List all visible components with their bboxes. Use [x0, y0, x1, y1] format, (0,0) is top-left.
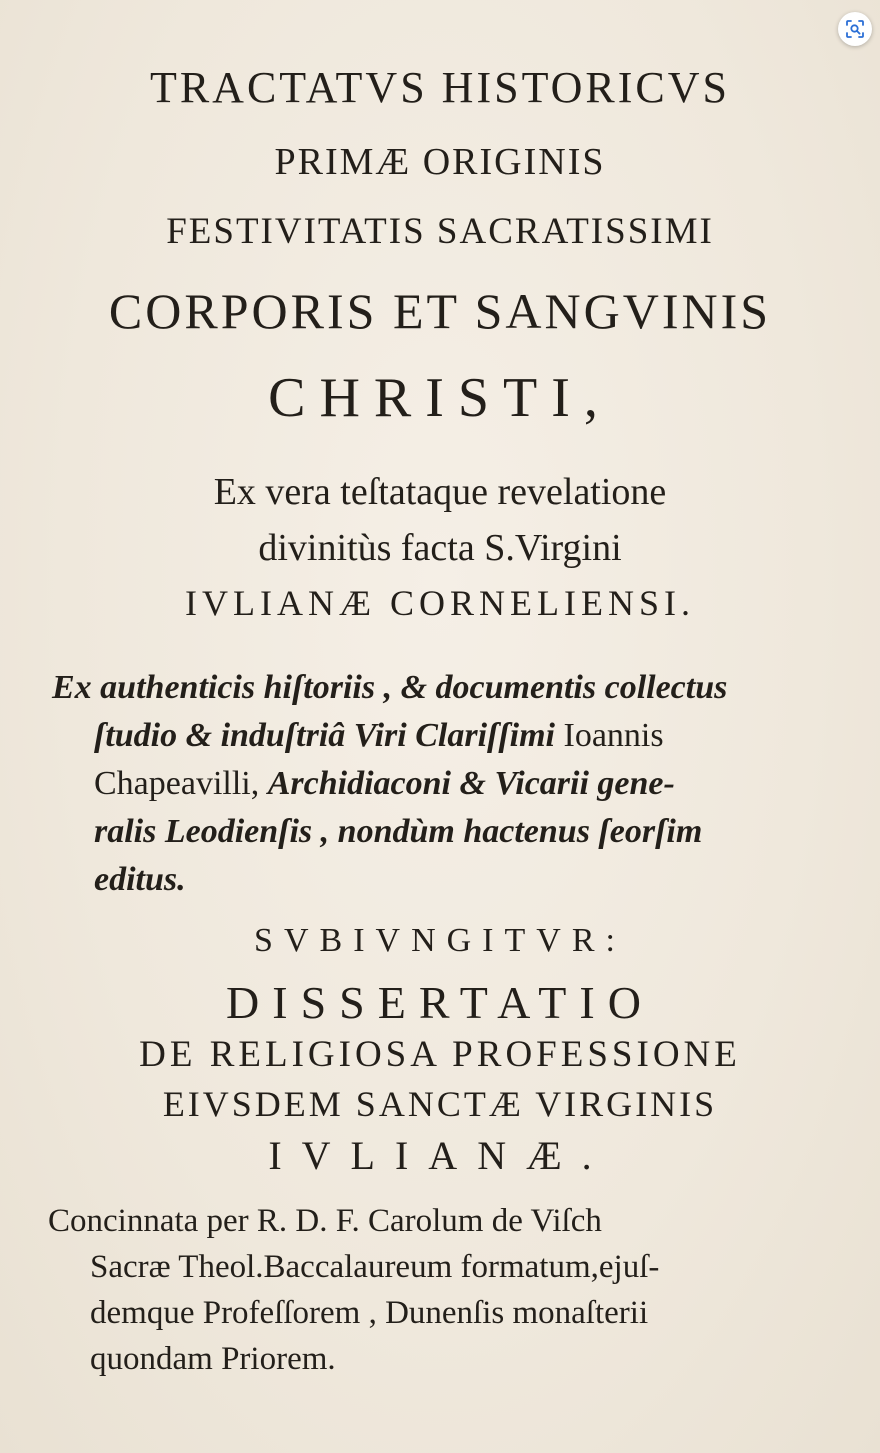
authentic-line-2-roman: Ioannis: [555, 717, 664, 754]
authentic-paragraph: [52, 664, 832, 904]
authentic-line-2-italic: ſtudio & induſtriâ Viri Clariſſimi: [94, 717, 555, 754]
concinnata-line-2: Sacræ Theol.Baccalaureum formatum,ejuſ-: [90, 1249, 660, 1285]
authentic-line-5: editus.: [94, 861, 186, 898]
authentic-line-1: Ex authenticis hiſtoriis , & documentis collectus: [52, 669, 728, 706]
revelation-line-2: divinitùs facta S.Virgini: [258, 527, 622, 569]
subiungitur-line-4: EIVSDEM SANCTÆ VIRGINIS: [162, 1084, 718, 1124]
authentic-line-3-italic: Archidiaconi & Vicarii gene-: [267, 765, 675, 802]
title-line-3: FESTIVITATIS SACRATISSIMI: [166, 211, 714, 252]
concinnata-paragraph: [48, 1198, 838, 1382]
authentic-line-4: ralis Leodienſis , nondùm hactenus ſeorſim: [94, 813, 703, 850]
concinnata-line-1: Concinnata per R. D. F. Carolum de Viſch: [48, 1203, 602, 1239]
title-line-4: CORPORIS ET SANGVINIS: [108, 283, 772, 339]
title-line-5: CHRISTI,: [268, 367, 612, 429]
visual-search-icon: [845, 19, 865, 39]
concinnata-line-4: quondam Priorem.: [90, 1341, 336, 1377]
subiungitur-line-5: IVLIANÆ.: [268, 1133, 612, 1178]
concinnata-line-3: demque Profeſſorem , Dunenſis monaſterii: [90, 1295, 649, 1331]
revelation-line-3: IVLIANÆ CORNELIENSI.: [185, 583, 695, 623]
subiungitur-line-2: DISSERTATIO: [226, 977, 654, 1028]
title-line-1: TRACTATVS HISTORICVS: [149, 63, 731, 112]
authentic-line-3-roman: Chapeavilli,: [94, 765, 268, 802]
visual-search-button[interactable]: [838, 12, 872, 46]
revelation-line-1: Ex vera teſtataque revelatione: [213, 471, 667, 513]
subiungitur-line-3: DE RELIGIOSA PROFESSIONE: [139, 1034, 741, 1075]
subiungitur-heading: SVBIVNGITVR:: [254, 922, 626, 959]
title-line-2: PRIMÆ ORIGINIS: [274, 141, 606, 183]
